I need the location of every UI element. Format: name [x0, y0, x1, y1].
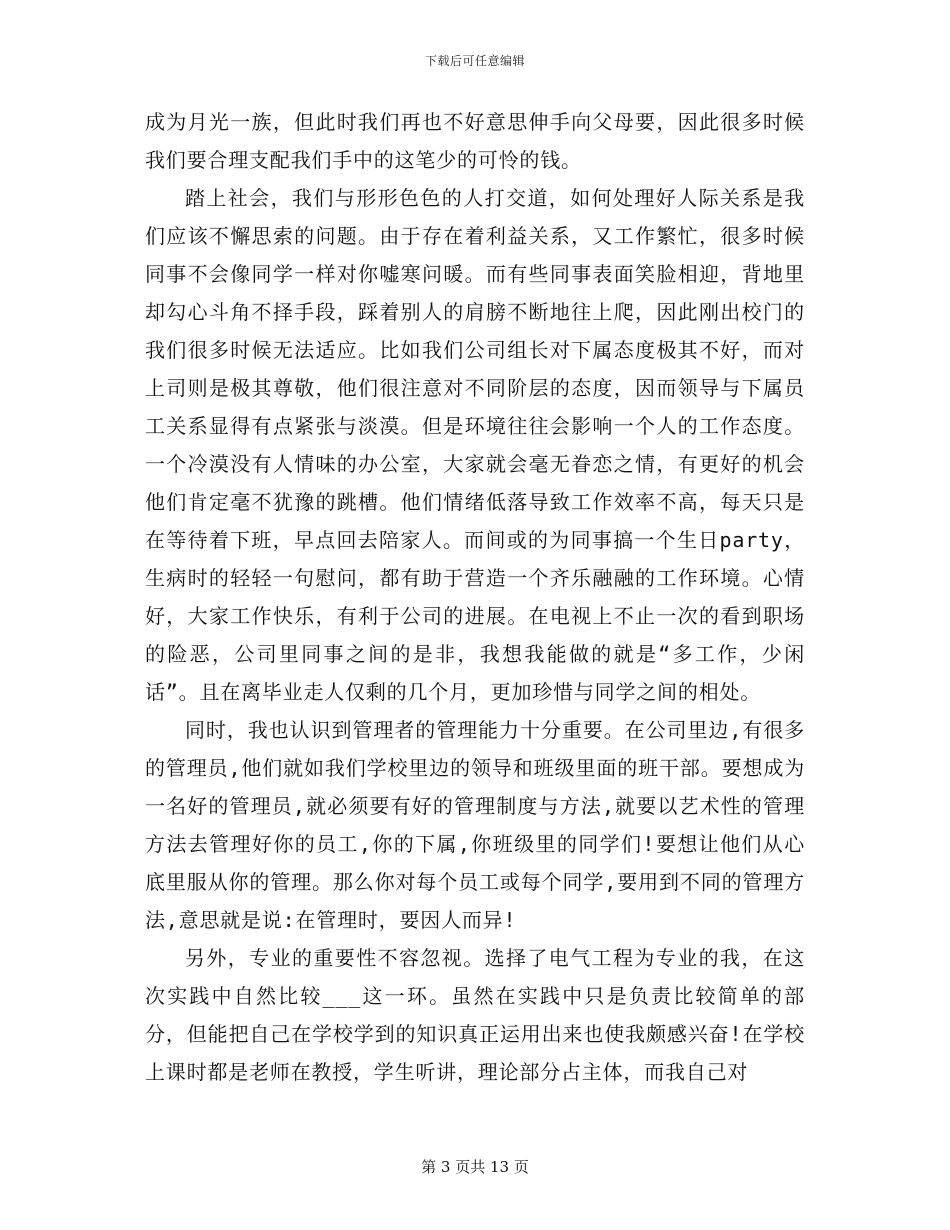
- paragraph-relationships: 踏上社会，我们与形形色色的人打交道，如何处理好人际关系是我们应该不懈思索的问题。由于存在着利益关系，又工作繁忙，很多时候同事不会像同学一样对你嘘寒问暖。而有些同事表面笑脸相迎，背地里却勾心斗角不择手段，踩着别人的肩膀不断地往上爬，因此刚出校门的我们很多时候无法适应。比如我们公司组长对下属态度极其不好，而对上司则是极其尊敬，他们很注意对不同阶层的态度，因而领导与下属员工关系显得有点紧张与淡漠。但是环境往往会影响一个人的工作态度。一个冷漠没有人情味的办公室，大家就会毫无眷恋之情，有更好的机会他们肯定毫不犹豫的跳槽。他们情绪低落导致工作效率不高，每天只是在等待着下班，早点回去陪家人。而间或的为同事搞一个生日party，生病时的轻轻一句慰问，都有助于营造一个齐乐融融的工作环境。心情好，大家工作快乐，有利于公司的进展。在电视上不止一次的看到职场的险恶，公司里同事之间的是非，我想我能做的就是“多工作，少闲话”。且在离毕业走人仅剩的几个月，更加珍惜与同学之间的相处。: [145, 186, 805, 704]
- page-footer: 第 3 页共 13 页: [421, 1158, 529, 1176]
- page-header: 下载后可任意编辑: [424, 54, 525, 68]
- paragraph-continuation: 成为月光一族，但此时我们再也不好意思伸手向父母要，因此很多时候我们要合理支配我们手中的这笔少的可怜的钱。: [145, 110, 805, 172]
- document-body: [145, 103, 805, 1091]
- paragraph-management: 同时，我也认识到管理者的管理能力十分重要。在公司里边,有很多的管理员,他们就如我们学校里边的领导和班级里面的班干部。要想成为一名好的管理员,就必须要有好的管理制度与方法,就要以艺术性的管理方法去管理好你的员工,你的下属,你班级里的同学们!要想让他们从心底里服从你的管理。那么你对每个员工或每个同学,要用到不同的管理方法,意思就是说:在管理时，要因人而异!: [145, 718, 805, 932]
- paragraph-major: 另外，专业的重要性不容忽视。选择了电气工程为专业的我，在这次实践中自然比较___这一环。虽然在实践中只是负责比较简单的部分，但能把自己在学校学到的知识真正运用出来也使我颇感兴奋!在学校上课时都是老师在教授，学生听讲，理论部分占主体，而我自己对: [145, 946, 805, 1084]
